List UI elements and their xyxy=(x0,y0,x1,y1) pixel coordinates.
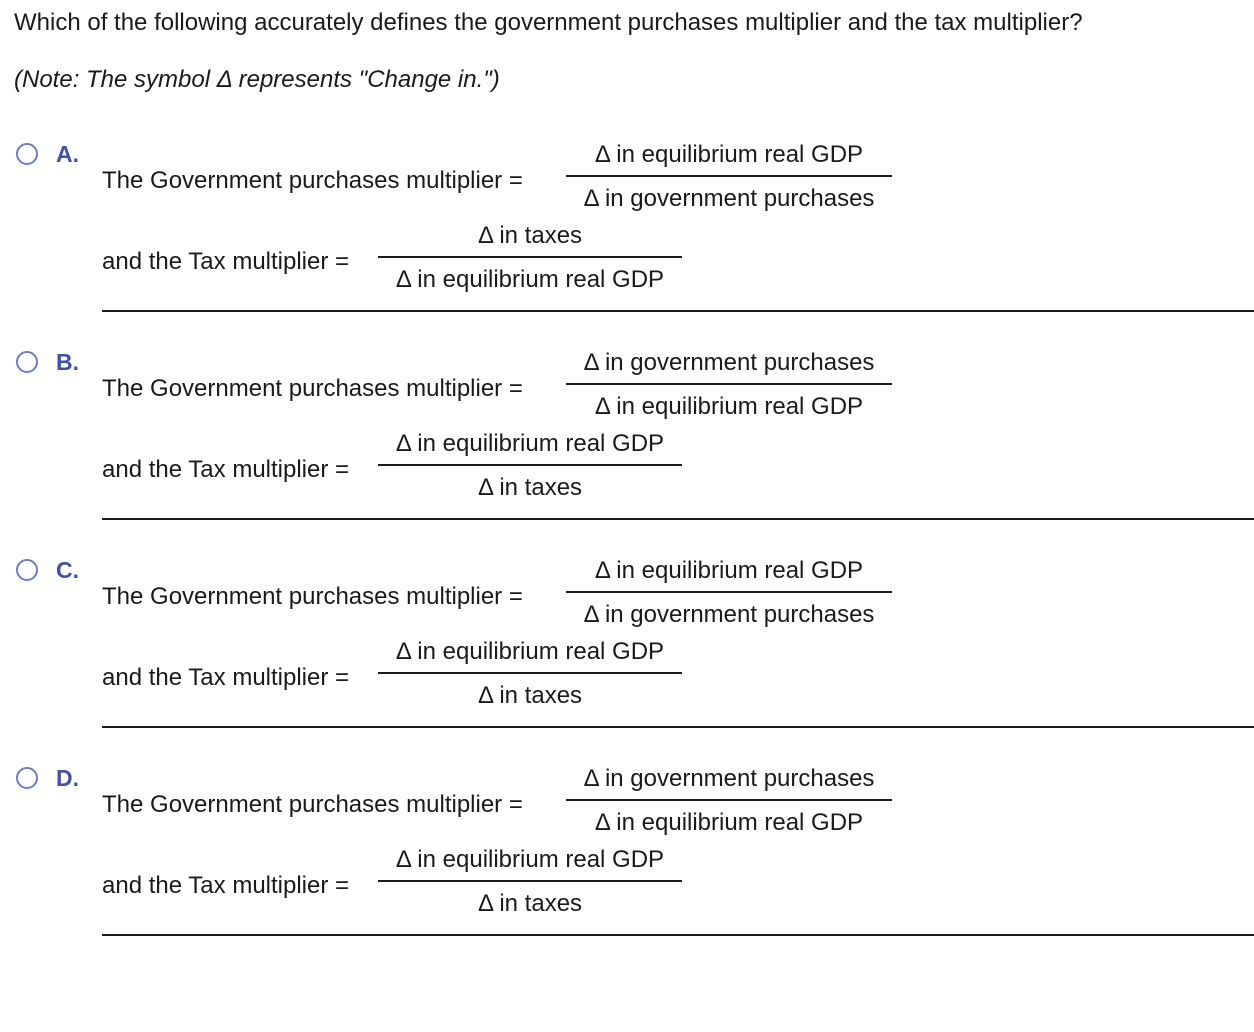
fraction-bar xyxy=(566,591,892,593)
fraction-numerator: Δ in equilibrium real GDP xyxy=(594,557,864,584)
tax-multiplier-fraction xyxy=(378,221,682,295)
fraction-bar xyxy=(566,799,892,801)
radio-button-d[interactable] xyxy=(16,767,38,789)
fraction-denominator: Δ in equilibrium real GDP xyxy=(594,393,864,420)
tax-multiplier-label: and the Tax multiplier = xyxy=(102,664,350,691)
tax-multiplier-fraction xyxy=(378,845,682,919)
gov-multiplier-fraction xyxy=(566,140,892,214)
fraction-bar xyxy=(378,880,682,882)
tax-multiplier-fraction xyxy=(378,637,682,711)
option-letter: A. xyxy=(56,141,79,167)
question-text: Which of the following accurately defines the government purchases multiplier and the tax multiplier? xyxy=(14,9,1083,36)
gov-multiplier-label: The Government purchases multiplier = xyxy=(102,167,523,194)
question-note: (Note: The symbol Δ represents "Change in.") xyxy=(14,66,500,93)
fraction-denominator: Δ in equilibrium real GDP xyxy=(594,809,864,836)
option-divider xyxy=(102,934,1254,936)
tax-multiplier-fraction xyxy=(378,429,682,503)
gov-multiplier-fraction xyxy=(566,348,892,422)
tax-multiplier-label: and the Tax multiplier = xyxy=(102,248,350,275)
fraction-bar xyxy=(378,672,682,674)
gov-multiplier-label: The Government purchases multiplier = xyxy=(102,583,523,610)
fraction-bar xyxy=(566,383,892,385)
option-letter: D. xyxy=(56,765,79,791)
fraction-denominator: Δ in taxes xyxy=(477,682,583,709)
fraction-denominator: Δ in taxes xyxy=(477,890,583,917)
gov-multiplier-fraction xyxy=(566,764,892,838)
fraction-numerator: Δ in equilibrium real GDP xyxy=(594,141,864,168)
radio-button-c[interactable] xyxy=(16,559,38,581)
radio-button-b[interactable] xyxy=(16,351,38,373)
option-divider xyxy=(102,518,1254,520)
option-divider xyxy=(102,726,1254,728)
tax-multiplier-label: and the Tax multiplier = xyxy=(102,456,350,483)
fraction-bar xyxy=(378,256,682,258)
fraction-numerator: Δ in government purchases xyxy=(583,349,875,376)
radio-button-a[interactable] xyxy=(16,143,38,165)
fraction-numerator: Δ in taxes xyxy=(477,222,583,249)
option-letter: C. xyxy=(56,557,79,583)
fraction-bar xyxy=(566,175,892,177)
option-letter: B. xyxy=(56,349,79,375)
gov-multiplier-label: The Government purchases multiplier = xyxy=(102,791,523,818)
fraction-numerator: Δ in government purchases xyxy=(583,765,875,792)
fraction-numerator: Δ in equilibrium real GDP xyxy=(395,638,665,665)
fraction-denominator: Δ in government purchases xyxy=(583,185,875,212)
gov-multiplier-label: The Government purchases multiplier = xyxy=(102,375,523,402)
fraction-numerator: Δ in equilibrium real GDP xyxy=(395,846,665,873)
fraction-numerator: Δ in equilibrium real GDP xyxy=(395,430,665,457)
fraction-bar xyxy=(378,464,682,466)
gov-multiplier-fraction xyxy=(566,556,892,630)
option-divider xyxy=(102,310,1254,312)
tax-multiplier-label: and the Tax multiplier = xyxy=(102,872,350,899)
fraction-denominator: Δ in equilibrium real GDP xyxy=(395,266,665,293)
fraction-denominator: Δ in government purchases xyxy=(583,601,875,628)
fraction-denominator: Δ in taxes xyxy=(477,474,583,501)
